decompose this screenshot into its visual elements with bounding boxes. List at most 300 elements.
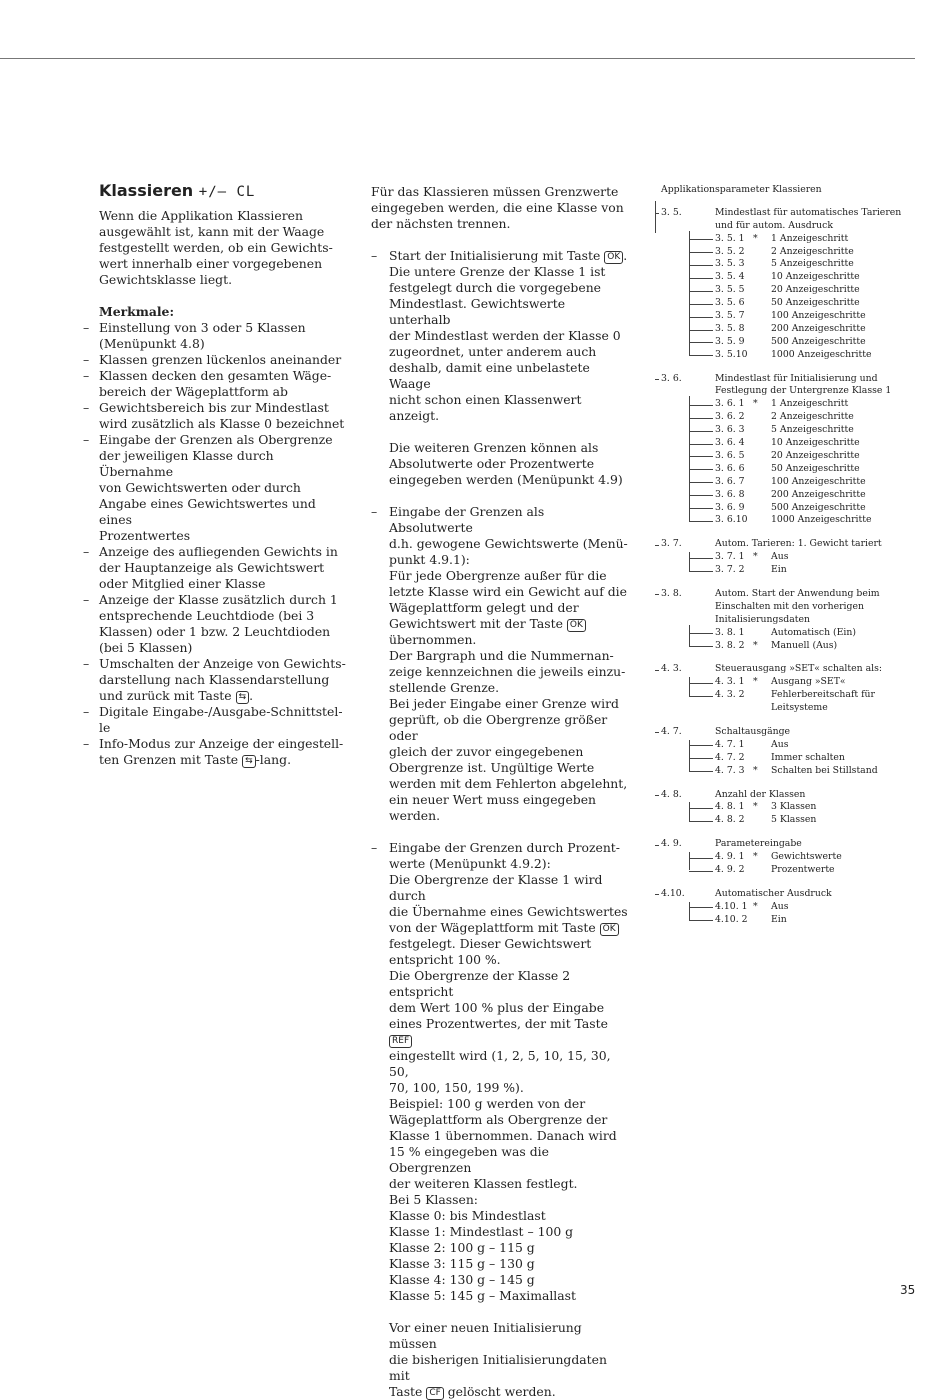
option-label: 1 Anzeigeschritt [771, 232, 849, 244]
list-item [99, 352, 351, 368]
text-line: eingestellt wird (1, 2, 5, 10, 15, 30, 50, [389, 1048, 611, 1079]
text-line: Klassen) oder 1 bzw. 2 Leuchtdioden [99, 624, 331, 639]
group-label: Mindestlast für Initialisierung und [715, 372, 878, 384]
group-number: 4.10. [661, 887, 685, 899]
list-item [99, 592, 351, 656]
tree-connector [689, 231, 690, 356]
group-header-row [661, 888, 911, 901]
parameter-group [661, 663, 911, 715]
text-line: – Klassen decken den gesamten Wäge- [99, 368, 332, 383]
group-label: Steuerausgang »SET« schalten als: [715, 663, 882, 675]
text-line: punkt 4.9.1): [389, 552, 470, 567]
group-header-row [661, 207, 911, 220]
tree-branch [689, 646, 713, 647]
option-number: 3. 5. 8 [715, 322, 745, 334]
group-header-row [661, 588, 911, 601]
display-symbol: +∕– CL [198, 184, 256, 200]
group-label: Festlegung der Untergrenze Klasse 1 [715, 385, 892, 397]
tree-connector [689, 552, 690, 570]
option-label: 100 Anzeigeschritte [771, 310, 866, 322]
text-line: stellende Grenze. [389, 680, 500, 695]
tree-branch [689, 696, 713, 697]
text-line: entspricht 100 %. [389, 952, 501, 967]
option-label: Automatisch (Ein) [771, 626, 857, 638]
group-header-row [661, 614, 911, 627]
text-line: werden mit dem Fehlerton abgelehnt, [389, 776, 628, 791]
text-line: darstellung nach Klassendarstellung [99, 672, 330, 687]
option-number: 3. 5. 6 [715, 297, 745, 309]
text-line: Die Obergrenze der Klasse 2 entspricht [389, 968, 571, 999]
group-header-row [661, 538, 911, 551]
text-line: der Hauptanzeige als Gewichtswert [99, 560, 325, 575]
text-line: deshalb, damit eine unbelastete Waage [389, 360, 590, 391]
tree-root-tick [655, 845, 659, 846]
ok-key-icon: OK [604, 251, 623, 264]
option-label: 500 Anzeigeschritte [771, 335, 866, 347]
text-line: eingegeben werden, die eine Klasse von [371, 200, 624, 215]
option-number: 3. 5.10 [715, 348, 748, 360]
tree-branch [689, 482, 713, 483]
text-line: festgelegt durch die vorgegebene [389, 280, 602, 295]
group-number: 4. 3. [661, 663, 682, 675]
text-line: – Eingabe der Grenzen als Absolutwerte [389, 504, 545, 535]
group-number: 3. 8. [661, 587, 682, 599]
text-line: Klasse 4: 130 g – 145 g [389, 1272, 535, 1287]
text-line: Klasse 2: 100 g – 115 g [389, 1240, 535, 1255]
list-item [99, 432, 351, 544]
text-line: – Eingabe der Grenzen als Obergrenze [99, 432, 333, 447]
option-number: 4. 3. 1 [715, 676, 745, 688]
parameter-group [661, 888, 911, 927]
option-label: 100 Anzeigeschritte [771, 475, 866, 487]
text-line: der weiteren Klassen festlegt. [389, 1176, 578, 1191]
toggle-key-icon: ⇆ [236, 691, 250, 704]
ok-key-icon: OK [567, 619, 586, 632]
list-item [99, 704, 351, 736]
option-number: 4. 3. 2 [715, 689, 745, 701]
text-line: Gewichtsklasse liegt. [99, 272, 233, 287]
text-line: eines Prozentwertes, der mit Taste REF [389, 1016, 608, 1046]
text-line: Klasse 1: Mindestlast – 100 g [389, 1224, 574, 1239]
tree-root-tick [655, 670, 659, 671]
option-label: 200 Anzeigeschritte [771, 322, 866, 334]
group-label: Autom. Tarieren: 1. Gewicht tariert [715, 538, 882, 550]
tree-branch [689, 745, 713, 746]
text-line: Klasse 0: bis Mindestlast [389, 1208, 546, 1223]
text-line: werte (Menüpunkt 4.9.2): [389, 856, 551, 871]
option-number: 3. 5. 7 [715, 310, 745, 322]
option-number: 4.10. 1 [715, 900, 748, 912]
option-number: 3. 5. 4 [715, 271, 745, 283]
text-line: Vor einer neuen Initialisierung müssen [389, 1320, 582, 1351]
tree-branch [689, 456, 713, 457]
option-label: 5 Klassen [771, 814, 817, 826]
option-label: Schalten bei Stillstand [771, 764, 878, 776]
text-line: Beispiel: 100 g werden von der [389, 1096, 586, 1111]
text-line: letzte Klasse wird ein Gewicht auf die [389, 584, 627, 599]
list-item [99, 320, 351, 352]
parameter-group [661, 207, 911, 362]
text-line: Bei 5 Klassen: [389, 1192, 478, 1207]
group-number: 3. 7. [661, 538, 682, 550]
column-middle [371, 184, 629, 1400]
group-label: und für autom. Ausdruck [715, 219, 833, 231]
option-label: 50 Anzeigeschritte [771, 297, 860, 309]
tree-root-tick [655, 732, 659, 733]
option-number: 3. 5. 2 [715, 245, 745, 257]
text-line: der jeweiligen Klasse durch Übernahme [99, 448, 274, 479]
option-label: Ein [771, 913, 787, 925]
list-item [371, 248, 629, 424]
option-number: 3. 6. 6 [715, 462, 745, 474]
features-list [99, 320, 351, 768]
option-label: 50 Anzeigeschritte [771, 462, 860, 474]
text-line: Taste CF gelöscht werden. [389, 1384, 556, 1399]
group-label: Anzahl der Klassen [715, 788, 806, 800]
tree-branch [689, 431, 713, 432]
option-label: Immer schalten [771, 751, 845, 763]
option-number: 3. 8. 1 [715, 626, 745, 638]
tree-branch [689, 304, 713, 305]
option-label: 10 Anzeigeschritte [771, 271, 860, 283]
option-number: 3. 6. 8 [715, 488, 745, 500]
group-header-row [661, 385, 911, 398]
cf-key-icon: CF [426, 1387, 443, 1400]
text-line: Die Obergrenze der Klasse 1 wird durch [389, 872, 603, 903]
option-label: 5 Anzeigeschritte [771, 424, 854, 436]
group-number: 3. 6. [661, 372, 682, 384]
instructions-text [371, 184, 629, 1400]
tree-branch [689, 808, 713, 809]
list-item [99, 656, 351, 704]
option-label: 3 Klassen [771, 801, 817, 813]
text-line: von der Wägeplattform mit Taste OK [389, 920, 629, 936]
group-number: 4. 7. [661, 725, 682, 737]
tree-root-tick [655, 894, 659, 895]
ref-key-icon: REF [389, 1035, 412, 1048]
text-line: – Start der Initialisierung mit Taste OK . [389, 248, 628, 263]
group-header-row [661, 220, 911, 233]
tree-branch [689, 558, 713, 559]
tree-connector [689, 625, 690, 646]
text-line: – Anzeige des aufliegenden Gewichts in [99, 544, 338, 559]
text-line: die Übernahme eines Gewichtswertes [389, 904, 628, 919]
ok-key-icon: OK [600, 923, 619, 936]
tree-branch [689, 858, 713, 859]
text-line: wird zusätzlich als Klasse 0 bezeichnet [99, 416, 345, 431]
text-line: bereich der Wägeplattform ab [99, 384, 288, 399]
default-marker: * [753, 851, 758, 863]
text-line: übernommen. [389, 632, 477, 647]
text-line: zugeordnet, unter anderem auch [389, 344, 597, 359]
option-number: 3. 6. 4 [715, 437, 745, 449]
tree-root-tick [655, 379, 659, 380]
text-line: – Digitale Eingabe-/Ausgabe-Schnittstel- [99, 704, 343, 719]
list-item [99, 368, 351, 400]
option-number: 3. 7. 2 [715, 564, 745, 576]
option-number: 4.10. 2 [715, 913, 748, 925]
tree-root-tick [655, 795, 659, 796]
group-header-row [661, 373, 911, 386]
option-number: 4. 9. 1 [715, 851, 745, 863]
text-line: Angabe eines Gewichtswertes und eines [99, 496, 316, 527]
option-number: 4. 8. 2 [715, 814, 745, 826]
tree-branch [689, 758, 713, 759]
option-number: 4. 8. 1 [715, 801, 745, 813]
tree-connector [689, 802, 690, 820]
list-item [371, 840, 629, 1304]
tree-connector [689, 852, 690, 870]
group-label: Autom. Start der Anwendung beim [715, 587, 880, 599]
default-marker: * [753, 232, 758, 244]
option-label: 10 Anzeigeschritte [771, 437, 860, 449]
tree-branch [689, 418, 713, 419]
column-left [99, 181, 351, 768]
page-number: 35 [900, 1283, 916, 1297]
text-line: der Mindestlast werden der Klasse 0 [389, 328, 621, 343]
tree-branch [689, 405, 713, 406]
text-line: – Umschalten der Anzeige von Gewichts- [99, 656, 346, 671]
spacer [371, 232, 629, 248]
option-label: Ein [771, 564, 787, 576]
intro-paragraph [99, 208, 351, 288]
header-rule [0, 58, 915, 59]
default-marker: * [753, 764, 758, 776]
option-number: 4. 9. 2 [715, 863, 745, 875]
text-line: Der Bargraph und die Nummernan- [389, 648, 614, 663]
text-line: ten Grenzen mit Taste ⇆ -lang. [99, 752, 292, 767]
text-line: – Klassen grenzen lückenlos aneinander [99, 352, 342, 367]
text-line: werden. [389, 808, 441, 823]
features-title: Merkmale: [99, 304, 175, 319]
tree-branch [689, 342, 713, 343]
option-label: 2 Anzeigeschritte [771, 411, 854, 423]
text-line: – Info-Modus zur Anzeige der eingestell- [99, 736, 344, 751]
heading-text: Klassieren [99, 181, 194, 200]
text-line: – Einstellung von 3 oder 5 Klassen [99, 320, 306, 335]
option-label: Manuell (Aus) [771, 639, 838, 651]
tree-branch [689, 821, 713, 822]
parameter-table-title: Applikationsparameter Klassieren [661, 184, 822, 195]
text-line: ausgewählt ist, kann mit der Waage [99, 224, 325, 239]
text-line: Obergrenze ist. Ungültige Werte [389, 760, 595, 775]
tree-connector [689, 677, 690, 695]
option-number: 4. 7. 1 [715, 738, 745, 750]
option-label: 1000 Anzeigeschritte [771, 514, 872, 526]
text-line: le [99, 720, 111, 735]
text-line: Absolutwerte oder Prozentwerte [389, 456, 595, 471]
option-label: Leitsysteme [771, 702, 828, 714]
text-line: (bei 5 Klassen) [99, 640, 193, 655]
text-line: 70, 100, 150, 199 %). [389, 1080, 524, 1095]
group-number: 3. 5. [661, 206, 682, 218]
text-line: Klasse 5: 145 g – Maximallast [389, 1288, 576, 1303]
text-line: geprüft, ob die Obergrenze größer oder [389, 712, 608, 743]
section-heading [99, 181, 351, 202]
text-line: der nächsten trennen. [371, 216, 511, 231]
tree-branch [689, 278, 713, 279]
option-label: 20 Anzeigeschritte [771, 449, 860, 461]
option-label: Aus [771, 551, 789, 563]
tree-branch [689, 252, 713, 253]
text-line: von Gewichtswerten oder durch [99, 480, 301, 495]
tree-root-tick [655, 545, 659, 546]
option-label: Aus [771, 900, 789, 912]
option-label: 5 Anzeigeschritte [771, 258, 854, 270]
tree-branch [689, 330, 713, 331]
option-number: 3. 6. 9 [715, 501, 745, 513]
tree-branch [689, 871, 713, 872]
option-label: Prozentwerte [771, 863, 835, 875]
tree-connector [689, 396, 690, 521]
parameter-group [661, 838, 911, 877]
column-right [661, 184, 911, 938]
text-line: dem Wert 100 % plus der Eingabe [389, 1000, 605, 1015]
parameter-group [661, 789, 911, 828]
default-marker: * [753, 801, 758, 813]
option-number: 3. 6. 7 [715, 475, 745, 487]
group-header-row [661, 789, 911, 802]
default-marker: * [753, 639, 758, 651]
text-line: die bisherigen Initialisierungdaten mit [389, 1352, 607, 1383]
list-item [371, 504, 629, 824]
option-label: Fehlerbereitschaft für [771, 689, 875, 701]
group-number: 4. 8. [661, 788, 682, 800]
group-label: Automatischer Ausdruck [715, 887, 832, 899]
option-number: 3. 5. 3 [715, 258, 745, 270]
spacer [371, 488, 629, 504]
toggle-key-icon: ⇆ [242, 755, 256, 768]
group-label: Parametereingabe [715, 838, 802, 850]
tree-branch [689, 291, 713, 292]
tree-branch [689, 571, 713, 572]
group-label: Schaltausgänge [715, 725, 791, 737]
text-line: d.h. gewogene Gewichtswerte (Menü- [389, 536, 628, 551]
tree-branch [689, 920, 713, 921]
parameter-group [661, 373, 911, 528]
text-line: Bei jeder Eingabe einer Grenze wird [389, 696, 619, 711]
tree-branch [689, 771, 713, 772]
text-line: – Anzeige der Klasse zusätzlich durch 1 [99, 592, 338, 607]
tree-branch [689, 444, 713, 445]
tree-branch [689, 355, 713, 356]
default-marker: * [753, 551, 758, 563]
option-label: 2 Anzeigeschritte [771, 245, 854, 257]
group-label: Mindestlast für automatisches Tarieren [715, 206, 902, 218]
tree-connector [689, 902, 690, 920]
spacer [371, 824, 629, 840]
text-line: ein neuer Wert muss eingegeben [389, 792, 597, 807]
text-line: Gewichtswert mit der Taste OK [389, 616, 629, 632]
text-line: Klasse 1 übernommen. Danach wird [389, 1128, 617, 1143]
tree-spine [655, 201, 656, 233]
parameter-group [661, 726, 911, 778]
option-number: 3. 6.10 [715, 514, 748, 526]
text-line: zeige kennzeichnen die jeweils einzu- [389, 664, 626, 679]
option-label: 20 Anzeigeschritte [771, 284, 860, 296]
text-line: (Menüpunkt 4.8) [99, 336, 205, 351]
option-label: Ausgang »SET« [771, 676, 846, 688]
option-number: 3. 5. 9 [715, 335, 745, 347]
tree-branch [689, 508, 713, 509]
tree-root-tick [655, 594, 659, 595]
text-line: Die untere Grenze der Klasse 1 ist [389, 264, 606, 279]
text-line: 15 % eingegeben was die Obergrenzen [389, 1144, 549, 1175]
option-number: 3. 6. 3 [715, 424, 745, 436]
text-line: entsprechende Leuchtdiode (bei 3 [99, 608, 315, 623]
text-line: Wenn die Applikation Klassieren [99, 208, 303, 223]
list-item [99, 400, 351, 432]
tree-branch [689, 265, 713, 266]
tree-branch [689, 495, 713, 496]
text-line: gleich der zuvor eingegebenen [389, 744, 584, 759]
text-line: Für jede Obergrenze außer für die [389, 568, 607, 583]
text-line: wert innerhalb einer vorgegebenen [99, 256, 323, 271]
text-line: oder Mitglied einer Klasse [99, 576, 266, 591]
parameter-group [661, 588, 911, 652]
option-label: Gewichtswerte [771, 851, 842, 863]
option-number: 3. 6. 2 [715, 411, 745, 423]
option-number: 3. 6. 1 [715, 398, 745, 410]
option-number: 3. 8. 2 [715, 639, 745, 651]
option-number: 3. 7. 1 [715, 551, 745, 563]
group-label: Initalisierungsdaten [715, 613, 810, 625]
text-line: Mindestlast. Gewichtswerte unterhalb [389, 296, 566, 327]
spacer [371, 1304, 629, 1320]
spacer [371, 424, 629, 440]
text-line: – Gewichtsbereich bis zur Mindestlast [99, 400, 329, 415]
list-item [99, 544, 351, 592]
default-marker: * [753, 676, 758, 688]
tree-branch [689, 683, 713, 684]
tree-branch [689, 239, 713, 240]
text-line: nicht schon einen Klassenwert anzeigt. [389, 392, 582, 423]
parameter-option [661, 702, 911, 715]
text-line: festgelegt. Dieser Gewichtswert [389, 936, 592, 951]
text-line: Klasse 3: 115 g – 130 g [389, 1256, 535, 1271]
option-number: 3. 6. 5 [715, 449, 745, 461]
text-line: Prozentwertes [99, 528, 191, 543]
option-number: 3. 5. 5 [715, 284, 745, 296]
default-marker: * [753, 398, 758, 410]
tree-branch [689, 907, 713, 908]
group-header-row [661, 726, 911, 739]
option-number: 3. 5. 1 [715, 232, 745, 244]
list-item [99, 736, 351, 768]
group-header-row [661, 663, 911, 676]
text-line: Die weiteren Grenzen können als [389, 440, 599, 455]
group-header-row [661, 838, 911, 851]
text-line: und zurück mit Taste ⇆ . [99, 688, 254, 703]
option-label: Aus [771, 738, 789, 750]
text-line: eingegeben werden (Menüpunkt 4.9) [389, 472, 623, 487]
text-line: Wägeplattform gelegt und der [389, 600, 579, 615]
option-number: 4. 7. 2 [715, 751, 745, 763]
default-marker: * [753, 900, 758, 912]
option-label: 200 Anzeigeschritte [771, 488, 866, 500]
option-label: 1000 Anzeigeschritte [771, 348, 872, 360]
group-number: 4. 9. [661, 838, 682, 850]
option-label: 500 Anzeigeschritte [771, 501, 866, 513]
text-line: – Eingabe der Grenzen durch Prozent- [389, 840, 620, 855]
group-header-row [661, 601, 911, 614]
tree-branch [689, 317, 713, 318]
text-line: Wägeplattform als Obergrenze der [389, 1112, 608, 1127]
text-line: Für das Klassieren müssen Grenzwerte [371, 184, 619, 199]
group-label: Einschalten mit den vorherigen [715, 600, 864, 612]
text-line: festgestellt werden, ob ein Gewichts- [99, 240, 333, 255]
parameter-tree [661, 207, 911, 927]
